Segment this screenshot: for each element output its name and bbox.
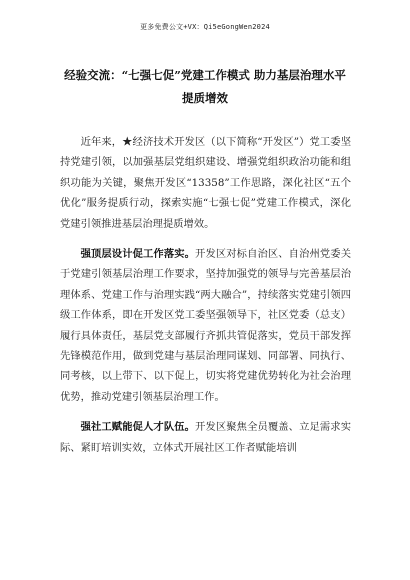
section-1-heading: 强顶层设计促工作落实。 [80,248,196,261]
title-line-2: 提质增效 [182,91,228,105]
section-1-text: 开发区对标自治区、自治州党委关于党建引领基层治理工作要求，坚持加强党的领导与完善基层治理体系、党建工作与治理实践“两大融合”，持续落实党建引领四级工作体系，即在开发区党工委坚强领导下，社区党委（总支）履行具体责任，基层党支部履行齐抓共管促落实，党员干部发挥先锋模范作用，做到党建与基层治理同谋划、同部署、同执行、同考核，以上带下、以下促上，切实将党建优势转化为社会治理优势，推动党建引领基层治理工作。 [60,248,352,403]
document-body [60,132,351,468]
intro-paragraph: 近年来，★经济技术开发区（以下简称“开发区”）党工委坚持党建引领，以加强基层党组织建设、增强党组织政治功能和组织功能为关键，聚焦开发区“13358”工作思路，深化社区“五个优化”服务提质行动，探索实施“七强七促”党建工作模式，深化党建引领推进基层治理提质增效。 [60,136,351,230]
section-2-paragraph [60,417,351,458]
document-title [60,64,350,110]
section-2-text: 开发区聚焦全员覆盖、立足需求实际、紧盯培训实效，立体式开展社区工作者赋能培训 [60,421,352,454]
title-line-1: 经验交流：“七强七促”党建工作模式 助力基层治理水平 [64,68,346,82]
section-1-paragraph [60,244,351,407]
section-2-heading: 强社工赋能促人才队伍。 [80,421,196,434]
header-watermark: 更多免费公文+VX：Qi5eGongWen2024 [140,23,270,31]
